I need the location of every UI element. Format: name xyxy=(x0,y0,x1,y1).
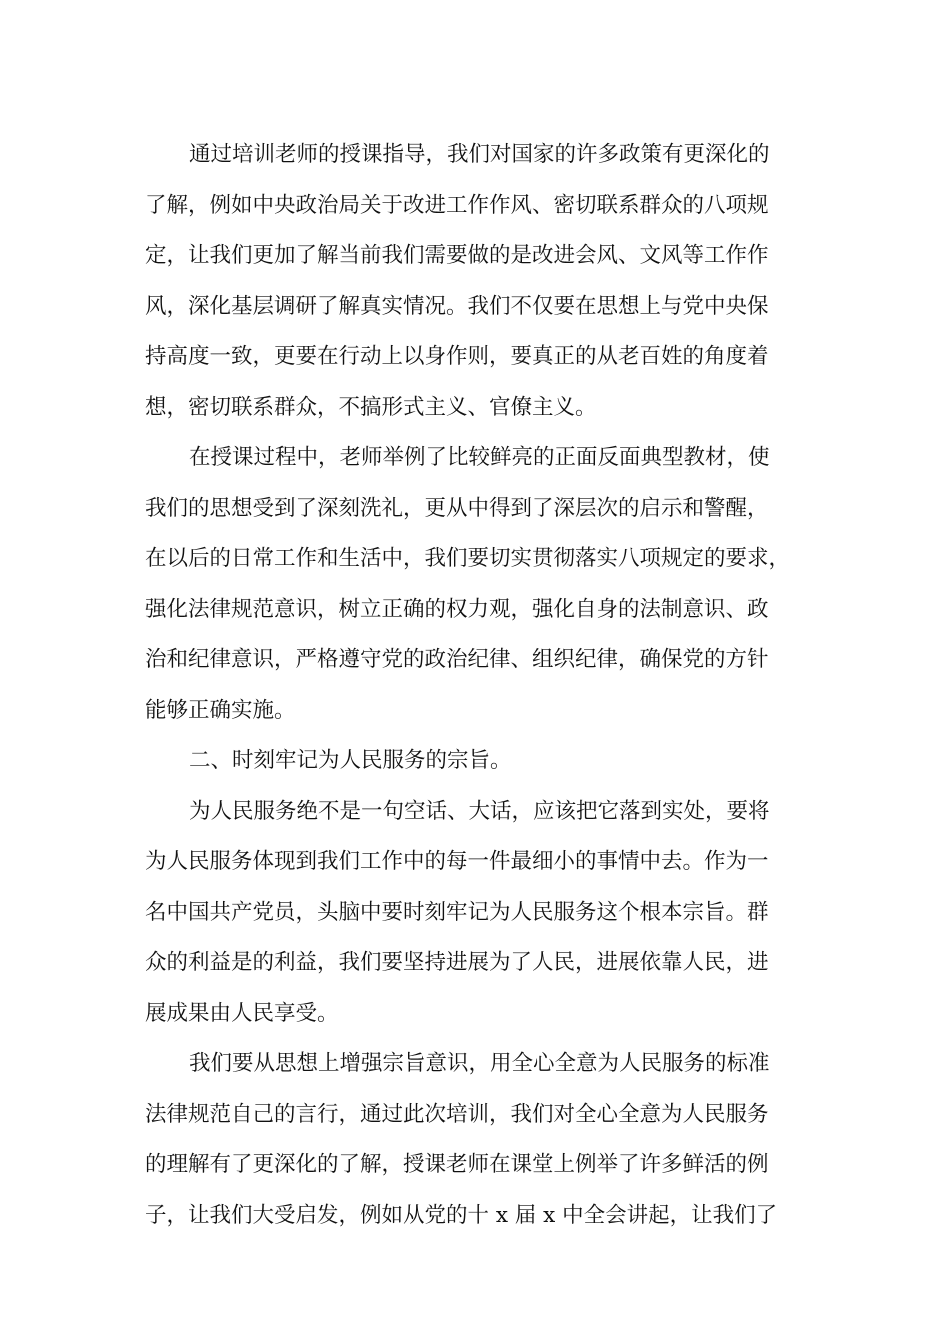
text-line: 名中国共产党员，头脑中要时刻牢记为人民服务这个根本宗旨。群 xyxy=(145,899,769,925)
text-line: 众的利益是的利益，我们要坚持进展为了人民，进展依靠人民，进 xyxy=(145,950,769,975)
text-line: 强化法律规范意识，树立正确的权力观，强化自身的法制意识、政 xyxy=(145,596,769,622)
text-line: 展成果由人民享受。 xyxy=(145,1000,339,1026)
paragraph-purpose-awareness xyxy=(145,1039,805,1241)
text-line: 治和纪律意识，严格遵守党的政治纪律、组织纪律，确保党的方针 xyxy=(145,647,769,672)
text-line: 在以后的日常工作和生活中，我们要切实贯彻落实八项规定的要求， xyxy=(145,546,791,571)
text-line: 想，密切联系群众，不搞形式主义、官僚主义。 xyxy=(145,394,597,420)
text-line: 的理解有了更深化的了解，授课老师在课堂上例举了许多鲜活的例 xyxy=(145,1152,769,1177)
text-line: 持高度一致，更要在行动上以身作则，要真正的从老百姓的角度着 xyxy=(145,344,769,369)
text-line: 我们要从思想上增强宗旨意识，用全心全意为人民服务的标准 xyxy=(189,1051,770,1076)
text-line: 法律规范自己的言行，通过此次培训，我们对全心全意为人民服务 xyxy=(145,1101,769,1127)
section-heading xyxy=(145,736,805,787)
paragraph-serve-people xyxy=(145,787,805,1040)
document-body xyxy=(145,130,805,1241)
text-line: 为人民服务体现到我们工作中的每一件最细小的事情中去。作为一 xyxy=(145,849,769,874)
paragraph-training-guidance xyxy=(145,130,805,433)
text-line: 子，让我们大受启发，例如从党的十 x 届 x 中全会讲起，让我们了 xyxy=(145,1202,778,1228)
text-line: 能够正确实施。 xyxy=(145,697,296,723)
text-line: 了解，例如中央政治局关于改进工作作风、密切联系群众的八项规 xyxy=(145,192,769,218)
text-line: 定，让我们更加了解当前我们需要做的是改进会风、文风等工作作 xyxy=(145,243,769,268)
paragraph-teaching-process xyxy=(145,433,805,736)
heading-text: 二、时刻牢记为人民服务的宗旨。 xyxy=(189,748,512,773)
text-line: 通过培训老师的授课指导，我们对国家的许多政策有更深化的 xyxy=(189,142,770,167)
text-line: 我们的思想受到了深刻洗礼，更从中得到了深层次的启示和警醒， xyxy=(145,495,769,521)
text-line: 风，深化基层调研了解真实情况。我们不仅要在思想上与党中央保 xyxy=(145,293,769,319)
text-line: 为人民服务绝不是一句空话、大话，应该把它落到实处，要将 xyxy=(189,798,770,824)
text-line: 在授课过程中，老师举例了比较鲜亮的正面反面典型教材，使 xyxy=(189,445,770,470)
